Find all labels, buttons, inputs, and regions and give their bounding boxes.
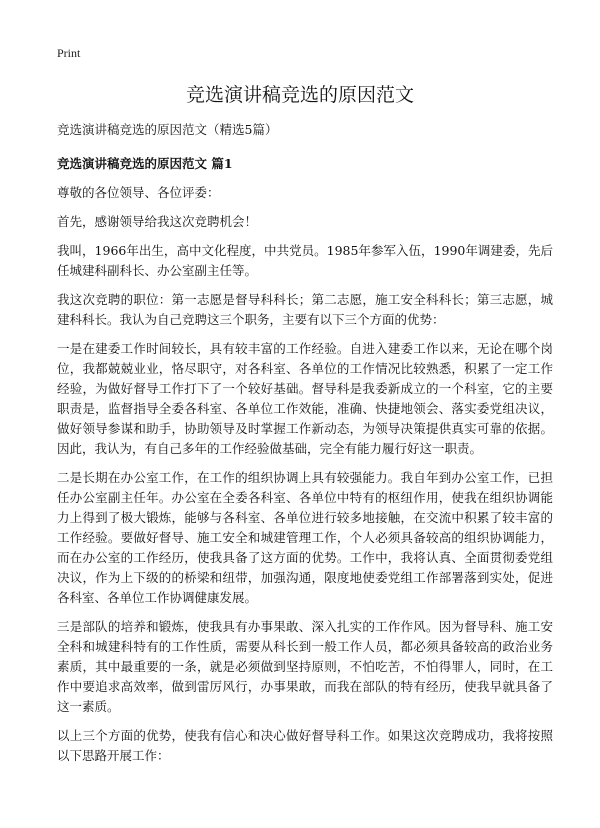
section-heading: 竞选演讲稿竞选的原因范文 篇1: [57, 156, 233, 171]
paragraph-conclusion: 以上三个方面的优势，使我有信心和决心做好督导科工作。如果这次竞聘成功，我将按照以下思路开展工作：: [57, 728, 553, 763]
paragraph-advantage-1: 一是在建委工作时间较长，具有较丰富的工作经验。自进入建委工作以来，无论在哪个岗位，我都兢兢业业，恪尽职守，对各科室、各单位的工作情况比较熟悉，积累了一定工作经验，为做好督导工作打下了一个较好基础。督导科是我委新成立的一个科室，它的主要职责是，监督指导全委各科室、各单位工作效能，准确、快捷地领会、落实委党组决议，做好领导参谋和助手，协助领导及时掌握工作新动态，为领导决策提供真实可靠的依据。因此，我认为，有自己多年的工作经验做基础，完全有能力履行好这一职责。: [57, 341, 553, 456]
document-subtitle: 竞选演讲稿竞选的原因范文（精选5篇）: [57, 122, 278, 137]
paragraph-advantage-2: 二是长期在办公室工作，在工作的组织协调上具有较强能力。我自年到办公室工作，已担任办公室副主任年。办公室在全委各科室、各单位中特有的枢纽作用，使我在组织协调能力上得到了极大锻炼，能够与各科室、各单位进行较多地接触，在交流中积累了较丰富的工作经验。要做好督导、施工安全和城建管理工作，个人必须具备较高的组织协调能力，而在办公室的工作经历，使我具备了这方面的优势。工作中，我将认真、全面贯彻委党组决议，作为上下级的的桥梁和纽带，加强沟通，限度地使委党组工作部署落到实处，促进各科室、各单位工作协调健康发展。: [57, 470, 553, 605]
paragraph-salutation: 尊敬的各位领导、各位评委：: [57, 185, 220, 200]
document-body: [57, 120, 553, 775]
print-link[interactable]: Print: [57, 46, 81, 60]
paragraph-advantage-3: 三是部队的培养和锻炼，使我具有办事果敢、深入扎实的工作作风。因为督导科、施工安全科和城建科特有的工作性质，需要从科长到一般工作人员，都必须具备较高的政治业务素质，其中最重要的一条，就是必须做到坚持原则，不怕吃苦，不怕得罪人，同时，在工作中要追求高效率，做到雷厉风行，办事果敢，而我在部队的特有经历，使我早就具备了这一素质。: [57, 619, 553, 714]
paragraph-self-intro: 我叫，1966年出生，高中文化程度，中共党员。1985年参军入伍，1990年调建委，先后任城建科副科长、办公室副主任等。: [57, 243, 553, 278]
document-title: 竞选演讲稿竞选的原因范文: [185, 84, 414, 106]
paragraph-thanks: 首先，感谢领导给我这次竞聘机会！: [57, 214, 258, 229]
paragraph-positions: 我这次竞聘的职位：第一志愿是督导科科长；第二志愿，施工安全科科长；第三志愿，城建科科长。我认为自己竞聘这三个职务，主要有以下三个方面的优势：: [57, 292, 553, 327]
